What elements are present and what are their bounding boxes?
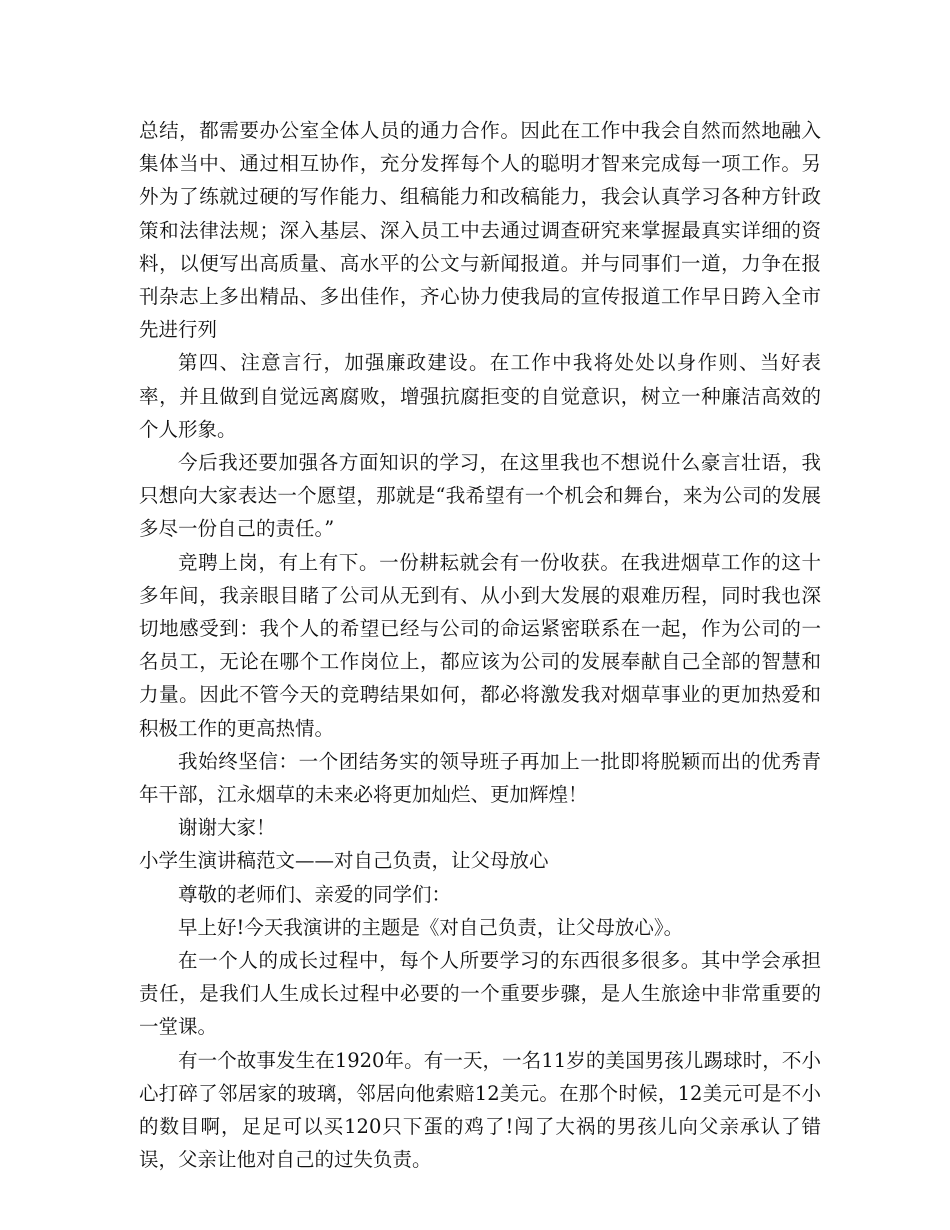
paragraph-fourth-point: 第四、注意言行，加强廉政建设。在工作中我将处处以身作则、当好表率，并且做到自觉远离腐败，增强抗腐拒变的自觉意识，树立一种廉洁高效的个人形象。 — [139, 351, 821, 441]
paragraph-salutation: 尊敬的老师们、亲爱的同学们： — [178, 882, 452, 906]
paragraph-belief: 我始终坚信：一个团结务实的领导班子再加上一批即将脱颖而出的优秀青年干部，江永烟草的未来必将更加灿烂、更加辉煌！ — [139, 749, 821, 807]
speech-title: 小学生演讲稿范文——对自己负责，让父母放心 — [139, 849, 549, 873]
paragraph-competition: 竞聘上岗，有上有下。一份耕耘就会有一份收获。在我进烟草工作的这十多年间，我亲眼目睹了公司从无到有、从小到大发展的艰难历程，同时我也深切地感受到：我个人的希望已经与公司的命运紧密联系在一起，作为公司的一名员工，无论在哪个工作岗位上，都应该为公司的发展奉献自己全部的智慧和力量。因此不管今天的竞聘结果如何，都必将激发我对烟草事业的更加热爱和积极工作的更高热情。 — [139, 550, 821, 740]
document-page — [139, 114, 821, 1177]
paragraph-greeting: 早上好!今天我演讲的主题是《对自己负责，让父母放心》。 — [178, 915, 684, 939]
paragraph-future-learning: 今后我还要加强各方面知识的学习，在这里我也不想说什么豪言壮语，我只想向大家表达一个愿望，那就是“我希望有一个机会和舞台，来为公司的发展多尽一份自己的责任。” — [139, 451, 821, 541]
paragraph-continuation: 总结，都需要办公室全体人员的通力合作。因此在工作中我会自然而然地融入集体当中、通过相互协作，充分发挥每个人的聪明才智来完成每一项工作。另外为了练就过硬的写作能力、组稿能力和改稿能力，我会认真学习各种方针政策和法律法规；深入基层、深入员工中去通过调查研究来掌握最真实详细的资料，以便写出高质量、高水平的公文与新闻报道。并与同事们一道，力争在报刊杂志上多出精品、多出佳作，齐心协力使我局的宣传报道工作早日跨入全市先进行列 — [139, 119, 821, 342]
paragraph-growth: 在一个人的成长过程中，每个人所要学习的东西很多很多。其中学会承担责任，是我们人生成长过程中必要的一个重要步骤，是人生旅途中非常重要的一堂课。 — [139, 949, 821, 1039]
paragraph-thanks: 谢谢大家！ — [178, 816, 276, 840]
paragraph-story: 有一个故事发生在1920年。有一天，一名11岁的美国男孩儿踢球时，不小心打碎了邻居家的玻璃，邻居向他索赔12美元。在那个时候，12美元可是不小的数目啊，足足可以买120只下蛋的鸡了!闯了大祸的男孩儿向父亲承认了错误，父亲让他对自己的过失负责。 — [139, 1048, 821, 1172]
